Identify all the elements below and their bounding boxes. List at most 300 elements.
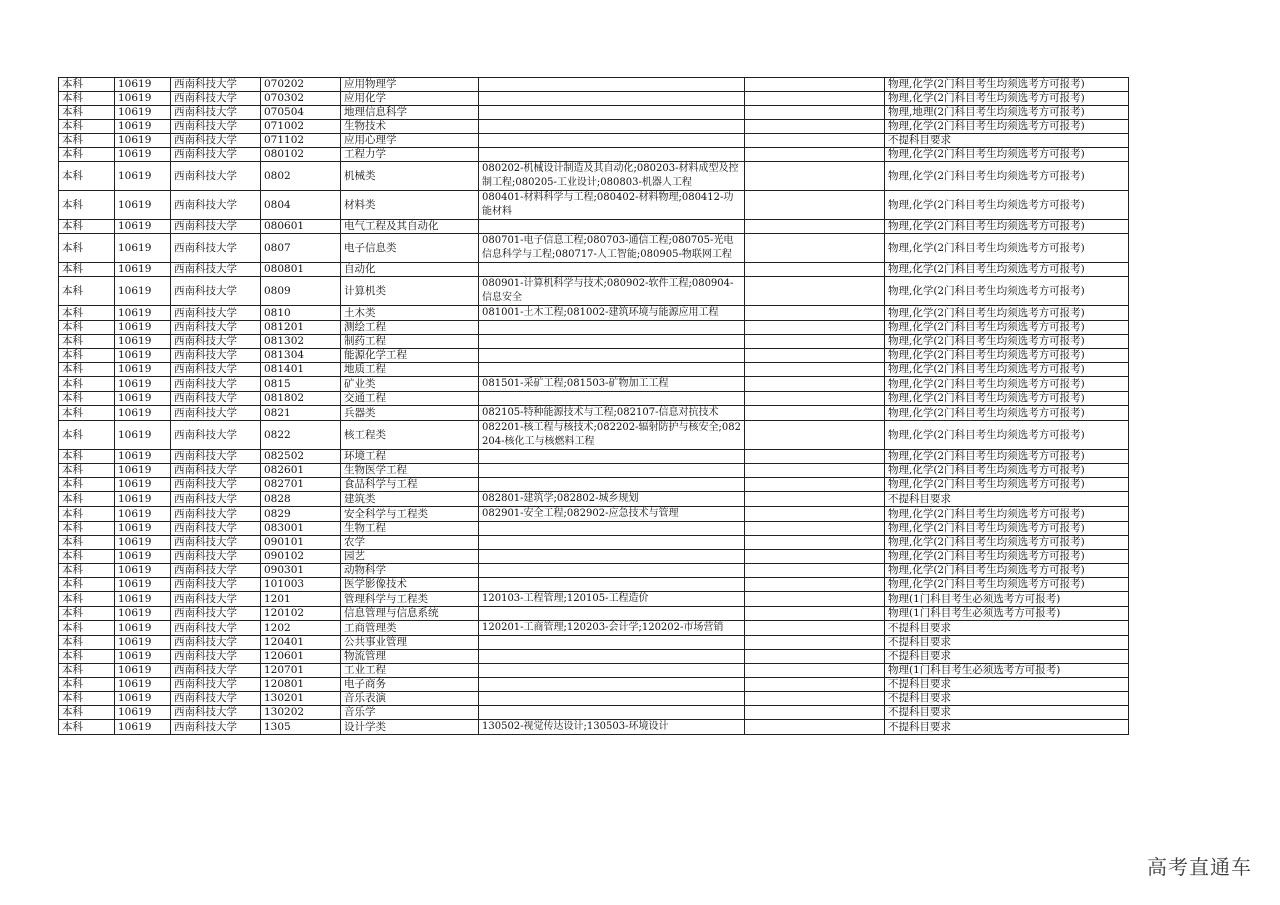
cell-subject-requirement: 物理,化学(2门科目考生均须选考方可报考) — [885, 550, 1129, 564]
cell-major-code: 120102 — [261, 607, 341, 621]
cell-included-majors: 082901-安全工程;082902-应急技术与管理 — [479, 507, 745, 522]
cell-subject-requirement: 物理,化学(2门科目考生均须选考方可报考) — [885, 406, 1129, 421]
cell-school-name: 西南科技大学 — [171, 134, 261, 148]
table-row — [59, 78, 1129, 92]
cell-school-name: 西南科技大学 — [171, 706, 261, 720]
cell-notes — [745, 578, 885, 592]
cell-major-code: 081302 — [261, 335, 341, 349]
cell-included-majors: 082801-建筑学;082802-城乡规划 — [479, 492, 745, 507]
cell-major-name: 园艺 — [341, 550, 479, 564]
cell-major-name: 工业工程 — [341, 664, 479, 678]
cell-notes — [745, 478, 885, 492]
cell-notes — [745, 306, 885, 321]
cell-major-code: 090101 — [261, 536, 341, 550]
cell-school-name: 西南科技大学 — [171, 406, 261, 421]
cell-level: 本科 — [59, 522, 115, 536]
table-row — [59, 321, 1129, 335]
cell-included-majors — [479, 263, 745, 277]
cell-school-name: 西南科技大学 — [171, 377, 261, 392]
cell-notes — [745, 664, 885, 678]
cell-subject-requirement: 不提科目要求 — [885, 706, 1129, 720]
cell-notes — [745, 349, 885, 363]
table-row — [59, 636, 1129, 650]
cell-major-name: 建筑类 — [341, 492, 479, 507]
table-row — [59, 377, 1129, 392]
table-row — [59, 607, 1129, 621]
cell-school-code: 10619 — [115, 406, 171, 421]
cell-major-code: 080801 — [261, 263, 341, 277]
cell-notes — [745, 650, 885, 664]
cell-notes — [745, 392, 885, 406]
cell-subject-requirement: 物理,化学(2门科目考生均须选考方可报考) — [885, 234, 1129, 263]
cell-notes — [745, 536, 885, 550]
cell-school-code: 10619 — [115, 636, 171, 650]
cell-subject-requirement: 不提科目要求 — [885, 720, 1129, 735]
cell-notes — [745, 607, 885, 621]
cell-included-majors — [479, 134, 745, 148]
table-row — [59, 678, 1129, 692]
cell-included-majors — [479, 335, 745, 349]
cell-school-name: 西南科技大学 — [171, 692, 261, 706]
cell-level: 本科 — [59, 406, 115, 421]
cell-school-code: 10619 — [115, 664, 171, 678]
cell-notes — [745, 234, 885, 263]
cell-level: 本科 — [59, 78, 115, 92]
cell-major-name: 制药工程 — [341, 335, 479, 349]
cell-level: 本科 — [59, 321, 115, 335]
cell-major-code: 0822 — [261, 421, 341, 450]
cell-major-name: 应用心理学 — [341, 134, 479, 148]
cell-notes — [745, 335, 885, 349]
cell-school-code: 10619 — [115, 720, 171, 735]
cell-major-code: 070302 — [261, 92, 341, 106]
cell-subject-requirement: 物理,化学(2门科目考生均须选考方可报考) — [885, 450, 1129, 464]
cell-included-majors — [479, 148, 745, 162]
table-row — [59, 349, 1129, 363]
cell-major-name: 食品科学与工程 — [341, 478, 479, 492]
cell-major-name: 应用物理学 — [341, 78, 479, 92]
cell-school-name: 西南科技大学 — [171, 106, 261, 120]
table-row — [59, 277, 1129, 306]
cell-subject-requirement: 不提科目要求 — [885, 492, 1129, 507]
cell-subject-requirement: 物理,化学(2门科目考生均须选考方可报考) — [885, 464, 1129, 478]
cell-school-code: 10619 — [115, 706, 171, 720]
cell-school-code: 10619 — [115, 321, 171, 335]
cell-major-name: 医学影像技术 — [341, 578, 479, 592]
cell-school-code: 10619 — [115, 234, 171, 263]
cell-level: 本科 — [59, 349, 115, 363]
cell-major-code: 101003 — [261, 578, 341, 592]
cell-subject-requirement: 物理,化学(2门科目考生均须选考方可报考) — [885, 522, 1129, 536]
cell-level: 本科 — [59, 92, 115, 106]
table-row — [59, 148, 1129, 162]
cell-school-name: 西南科技大学 — [171, 578, 261, 592]
cell-level: 本科 — [59, 377, 115, 392]
cell-included-majors — [479, 692, 745, 706]
table-row — [59, 106, 1129, 120]
cell-subject-requirement: 物理,化学(2门科目考生均须选考方可报考) — [885, 306, 1129, 321]
cell-included-majors: 120103-工程管理;120105-工程造价 — [479, 592, 745, 607]
cell-major-code: 0815 — [261, 377, 341, 392]
cell-school-name: 西南科技大学 — [171, 220, 261, 234]
cell-major-code: 082502 — [261, 450, 341, 464]
cell-level: 本科 — [59, 464, 115, 478]
cell-notes — [745, 78, 885, 92]
cell-included-majors — [479, 650, 745, 664]
table-row — [59, 464, 1129, 478]
cell-included-majors: 130502-视觉传达设计;130503-环境设计 — [479, 720, 745, 735]
cell-subject-requirement: 物理,化学(2门科目考生均须选考方可报考) — [885, 277, 1129, 306]
table-row — [59, 692, 1129, 706]
cell-school-code: 10619 — [115, 377, 171, 392]
table-row — [59, 92, 1129, 106]
cell-school-code: 10619 — [115, 421, 171, 450]
cell-notes — [745, 263, 885, 277]
cell-notes — [745, 550, 885, 564]
cell-major-name: 音乐学 — [341, 706, 479, 720]
cell-included-majors — [479, 678, 745, 692]
cell-school-code: 10619 — [115, 607, 171, 621]
cell-major-code: 120401 — [261, 636, 341, 650]
cell-included-majors — [479, 220, 745, 234]
cell-subject-requirement: 物理,化学(2门科目考生均须选考方可报考) — [885, 349, 1129, 363]
table-row — [59, 650, 1129, 664]
cell-included-majors — [479, 636, 745, 650]
cell-level: 本科 — [59, 650, 115, 664]
cell-included-majors — [479, 578, 745, 592]
cell-level: 本科 — [59, 220, 115, 234]
cell-level: 本科 — [59, 421, 115, 450]
cell-school-name: 西南科技大学 — [171, 550, 261, 564]
cell-major-code: 080601 — [261, 220, 341, 234]
cell-major-code: 120801 — [261, 678, 341, 692]
table-row — [59, 507, 1129, 522]
cell-level: 本科 — [59, 277, 115, 306]
cell-major-code: 081802 — [261, 392, 341, 406]
cell-subject-requirement: 物理,化学(2门科目考生均须选考方可报考) — [885, 564, 1129, 578]
cell-included-majors — [479, 706, 745, 720]
cell-level: 本科 — [59, 162, 115, 191]
cell-subject-requirement: 物理,化学(2门科目考生均须选考方可报考) — [885, 507, 1129, 522]
cell-major-code: 120701 — [261, 664, 341, 678]
cell-major-name: 核工程类 — [341, 421, 479, 450]
table-row — [59, 306, 1129, 321]
cell-major-code: 0821 — [261, 406, 341, 421]
cell-school-name: 西南科技大学 — [171, 450, 261, 464]
table-row — [59, 564, 1129, 578]
cell-notes — [745, 621, 885, 636]
cell-school-code: 10619 — [115, 349, 171, 363]
cell-school-code: 10619 — [115, 92, 171, 106]
cell-school-name: 西南科技大学 — [171, 321, 261, 335]
cell-included-majors — [479, 106, 745, 120]
cell-school-name: 西南科技大学 — [171, 607, 261, 621]
table-row — [59, 706, 1129, 720]
table-row — [59, 492, 1129, 507]
cell-subject-requirement: 物理,地理(2门科目考生均须选考方可报考) — [885, 106, 1129, 120]
cell-notes — [745, 377, 885, 392]
cell-major-code: 082701 — [261, 478, 341, 492]
table-row — [59, 536, 1129, 550]
cell-school-code: 10619 — [115, 191, 171, 220]
cell-major-code: 1305 — [261, 720, 341, 735]
cell-included-majors — [479, 349, 745, 363]
cell-included-majors: 080701-电子信息工程;080703-通信工程;080705-光电信息科学与工程;080717-人工智能;080905-物联网工程 — [479, 234, 745, 263]
cell-school-code: 10619 — [115, 478, 171, 492]
cell-school-code: 10619 — [115, 678, 171, 692]
cell-notes — [745, 592, 885, 607]
cell-level: 本科 — [59, 234, 115, 263]
table-row — [59, 234, 1129, 263]
cell-included-majors: 080901-计算机科学与技术;080902-软件工程;080904-信息安全 — [479, 277, 745, 306]
cell-subject-requirement: 物理,化学(2门科目考生均须选考方可报考) — [885, 377, 1129, 392]
cell-school-code: 10619 — [115, 78, 171, 92]
cell-included-majors — [479, 664, 745, 678]
cell-included-majors: 082201-核工程与核技术;082202-辐射防护与核安全;082204-核化工与核燃料工程 — [479, 421, 745, 450]
cell-school-name: 西南科技大学 — [171, 335, 261, 349]
cell-level: 本科 — [59, 148, 115, 162]
cell-level: 本科 — [59, 621, 115, 636]
cell-major-code: 0829 — [261, 507, 341, 522]
cell-notes — [745, 277, 885, 306]
cell-major-code: 071002 — [261, 120, 341, 134]
cell-major-code: 081304 — [261, 349, 341, 363]
cell-level: 本科 — [59, 450, 115, 464]
cell-school-name: 西南科技大学 — [171, 421, 261, 450]
cell-subject-requirement: 物理,化学(2门科目考生均须选考方可报考) — [885, 421, 1129, 450]
cell-subject-requirement: 物理,化学(2门科目考生均须选考方可报考) — [885, 536, 1129, 550]
cell-subject-requirement: 物理,化学(2门科目考生均须选考方可报考) — [885, 92, 1129, 106]
cell-school-name: 西南科技大学 — [171, 148, 261, 162]
cell-school-code: 10619 — [115, 120, 171, 134]
cell-included-majors: 082105-特种能源技术与工程;082107-信息对抗技术 — [479, 406, 745, 421]
cell-subject-requirement: 物理,化学(2门科目考生均须选考方可报考) — [885, 363, 1129, 377]
cell-included-majors: 080401-材料科学与工程;080402-材料物理;080412-功能材料 — [479, 191, 745, 220]
table-row — [59, 191, 1129, 220]
cell-included-majors — [479, 464, 745, 478]
cell-school-code: 10619 — [115, 492, 171, 507]
cell-level: 本科 — [59, 664, 115, 678]
cell-major-name: 土木类 — [341, 306, 479, 321]
cell-notes — [745, 162, 885, 191]
cell-school-name: 西南科技大学 — [171, 120, 261, 134]
cell-notes — [745, 492, 885, 507]
cell-included-majors — [479, 92, 745, 106]
cell-notes — [745, 692, 885, 706]
cell-subject-requirement: 物理,化学(2门科目考生均须选考方可报考) — [885, 263, 1129, 277]
cell-school-code: 10619 — [115, 335, 171, 349]
cell-school-name: 西南科技大学 — [171, 592, 261, 607]
cell-level: 本科 — [59, 134, 115, 148]
cell-school-code: 10619 — [115, 277, 171, 306]
cell-level: 本科 — [59, 564, 115, 578]
cell-subject-requirement: 不提科目要求 — [885, 650, 1129, 664]
cell-school-name: 西南科技大学 — [171, 191, 261, 220]
cell-level: 本科 — [59, 692, 115, 706]
cell-notes — [745, 406, 885, 421]
cell-major-name: 地理信息科学 — [341, 106, 479, 120]
cell-level: 本科 — [59, 706, 115, 720]
table-row — [59, 335, 1129, 349]
cell-level: 本科 — [59, 106, 115, 120]
cell-school-name: 西南科技大学 — [171, 536, 261, 550]
cell-major-name: 管理科学与工程类 — [341, 592, 479, 607]
cell-school-code: 10619 — [115, 650, 171, 664]
cell-major-code: 1202 — [261, 621, 341, 636]
cell-school-code: 10619 — [115, 522, 171, 536]
cell-level: 本科 — [59, 607, 115, 621]
table-body — [59, 78, 1129, 735]
cell-school-name: 西南科技大学 — [171, 92, 261, 106]
cell-notes — [745, 363, 885, 377]
cell-notes — [745, 464, 885, 478]
table-row — [59, 392, 1129, 406]
cell-major-name: 设计学类 — [341, 720, 479, 735]
cell-notes — [745, 134, 885, 148]
cell-level: 本科 — [59, 678, 115, 692]
cell-included-majors — [479, 321, 745, 335]
cell-notes — [745, 507, 885, 522]
cell-major-name: 工程力学 — [341, 148, 479, 162]
cell-level: 本科 — [59, 335, 115, 349]
cell-notes — [745, 106, 885, 120]
cell-school-code: 10619 — [115, 306, 171, 321]
cell-major-code: 090301 — [261, 564, 341, 578]
cell-included-majors — [479, 120, 745, 134]
cell-notes — [745, 706, 885, 720]
cell-level: 本科 — [59, 720, 115, 735]
cell-school-code: 10619 — [115, 363, 171, 377]
cell-school-code: 10619 — [115, 564, 171, 578]
cell-level: 本科 — [59, 478, 115, 492]
cell-school-name: 西南科技大学 — [171, 621, 261, 636]
cell-school-name: 西南科技大学 — [171, 664, 261, 678]
cell-school-name: 西南科技大学 — [171, 564, 261, 578]
table-row — [59, 621, 1129, 636]
cell-level: 本科 — [59, 536, 115, 550]
cell-notes — [745, 678, 885, 692]
cell-school-code: 10619 — [115, 592, 171, 607]
cell-included-majors: 081501-采矿工程;081503-矿物加工工程 — [479, 377, 745, 392]
cell-school-name: 西南科技大学 — [171, 678, 261, 692]
cell-school-name: 西南科技大学 — [171, 78, 261, 92]
cell-major-name: 环境工程 — [341, 450, 479, 464]
cell-notes — [745, 321, 885, 335]
cell-included-majors: 081001-土木工程;081002-建筑环境与能源应用工程 — [479, 306, 745, 321]
cell-notes — [745, 191, 885, 220]
cell-major-name: 安全科学与工程类 — [341, 507, 479, 522]
watermark-text: 高考直通车 — [1147, 855, 1252, 879]
cell-subject-requirement: 物理,化学(2门科目考生均须选考方可报考) — [885, 335, 1129, 349]
cell-school-code: 10619 — [115, 162, 171, 191]
cell-school-code: 10619 — [115, 507, 171, 522]
cell-major-name: 应用化学 — [341, 92, 479, 106]
cell-school-code: 10619 — [115, 392, 171, 406]
cell-subject-requirement: 不提科目要求 — [885, 621, 1129, 636]
cell-school-code: 10619 — [115, 578, 171, 592]
cell-major-code: 070504 — [261, 106, 341, 120]
cell-school-name: 西南科技大学 — [171, 234, 261, 263]
cell-school-code: 10619 — [115, 106, 171, 120]
cell-major-name: 公共事业管理 — [341, 636, 479, 650]
cell-major-code: 1201 — [261, 592, 341, 607]
cell-level: 本科 — [59, 392, 115, 406]
cell-level: 本科 — [59, 507, 115, 522]
cell-school-name: 西南科技大学 — [171, 392, 261, 406]
cell-major-code: 0809 — [261, 277, 341, 306]
cell-major-code: 130201 — [261, 692, 341, 706]
cell-level: 本科 — [59, 550, 115, 564]
table-row — [59, 720, 1129, 735]
cell-subject-requirement: 物理(1门科目考生必须选考方可报考) — [885, 607, 1129, 621]
cell-included-majors — [479, 564, 745, 578]
cell-notes — [745, 92, 885, 106]
cell-level: 本科 — [59, 191, 115, 220]
cell-school-name: 西南科技大学 — [171, 720, 261, 735]
table-row — [59, 120, 1129, 134]
cell-school-name: 西南科技大学 — [171, 363, 261, 377]
cell-major-name: 电子信息类 — [341, 234, 479, 263]
cell-subject-requirement: 物理(1门科目考生必须选考方可报考) — [885, 592, 1129, 607]
cell-level: 本科 — [59, 492, 115, 507]
cell-major-code: 081201 — [261, 321, 341, 335]
cell-major-code: 130202 — [261, 706, 341, 720]
cell-notes — [745, 220, 885, 234]
table-row — [59, 406, 1129, 421]
cell-school-name: 西南科技大学 — [171, 522, 261, 536]
cell-school-code: 10619 — [115, 621, 171, 636]
cell-subject-requirement: 物理,化学(2门科目考生均须选考方可报考) — [885, 191, 1129, 220]
cell-major-name: 电子商务 — [341, 678, 479, 692]
cell-included-majors — [479, 78, 745, 92]
cell-subject-requirement: 物理(1门科目考生必须选考方可报考) — [885, 664, 1129, 678]
cell-major-name: 自动化 — [341, 263, 479, 277]
table-row — [59, 578, 1129, 592]
cell-major-name: 地质工程 — [341, 363, 479, 377]
cell-level: 本科 — [59, 306, 115, 321]
cell-major-name: 兵器类 — [341, 406, 479, 421]
cell-included-majors — [479, 550, 745, 564]
cell-school-name: 西南科技大学 — [171, 492, 261, 507]
cell-major-name: 能源化学工程 — [341, 349, 479, 363]
cell-level: 本科 — [59, 263, 115, 277]
cell-level: 本科 — [59, 363, 115, 377]
cell-subject-requirement: 不提科目要求 — [885, 678, 1129, 692]
table-row — [59, 220, 1129, 234]
cell-subject-requirement: 物理,化学(2门科目考生均须选考方可报考) — [885, 392, 1129, 406]
cell-notes — [745, 720, 885, 735]
table-row — [59, 450, 1129, 464]
table-row — [59, 592, 1129, 607]
cell-major-name: 测绘工程 — [341, 321, 479, 335]
cell-school-name: 西南科技大学 — [171, 650, 261, 664]
cell-major-name: 电气工程及其自动化 — [341, 220, 479, 234]
cell-level: 本科 — [59, 120, 115, 134]
table-row — [59, 162, 1129, 191]
cell-major-code: 071102 — [261, 134, 341, 148]
admission-subject-table — [58, 77, 1129, 735]
table-row — [59, 421, 1129, 450]
table-row — [59, 664, 1129, 678]
cell-major-name: 农学 — [341, 536, 479, 550]
cell-subject-requirement: 物理,化学(2门科目考生均须选考方可报考) — [885, 148, 1129, 162]
cell-subject-requirement: 物理,化学(2门科目考生均须选考方可报考) — [885, 162, 1129, 191]
table-row — [59, 478, 1129, 492]
cell-school-name: 西南科技大学 — [171, 306, 261, 321]
cell-notes — [745, 450, 885, 464]
cell-school-code: 10619 — [115, 134, 171, 148]
cell-included-majors: 080202-机械设计制造及其自动化;080203-材料成型及控制工程;080205-工业设计;080803-机器人工程 — [479, 162, 745, 191]
